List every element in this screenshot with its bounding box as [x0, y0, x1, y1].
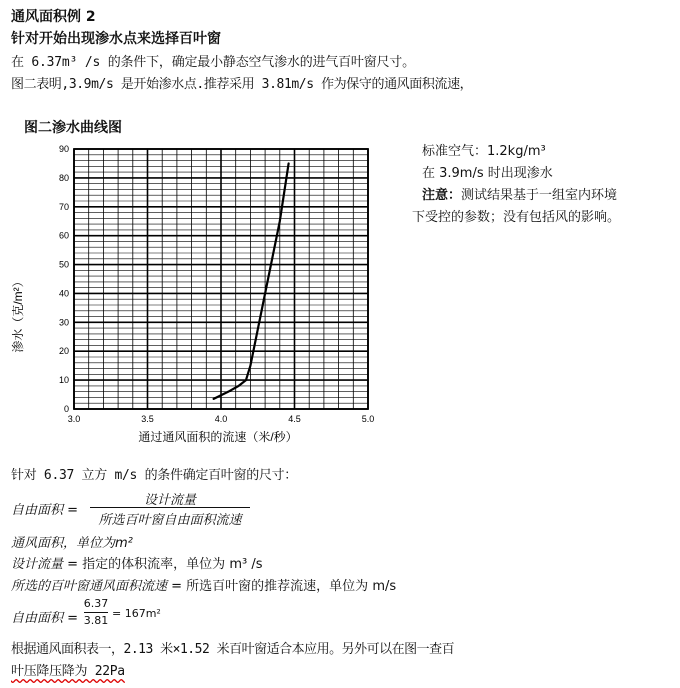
note-standard-air: 标准空气：1.2kg/m³: [422, 144, 546, 159]
formula-1-lhs: 自由面积 =: [11, 503, 79, 518]
y-tick-label: 80: [58, 172, 69, 183]
definition-velocity: [11, 575, 396, 594]
formula-1-numerator: 设计流量: [143, 493, 196, 508]
x-tick-label: 4.0: [214, 414, 228, 424]
definition-velocity-term: 所选的百叶窗通风面积流速: [11, 579, 168, 594]
note-leak-onset: 在 3.9m/s 时出现渗水: [422, 166, 553, 181]
figure-title: 图二渗水曲线图: [24, 120, 122, 136]
conclusion-line-2: 叶压降压降为 22Pa: [11, 664, 125, 679]
x-tick-label: 5.0: [361, 414, 375, 424]
formula-2-lhs: 自由面积 =: [11, 611, 79, 626]
x-tick-label: 3.5: [141, 414, 154, 424]
conclusion-line-1: 根据通风面积表一，2.13 米×1.52 米百叶窗适合本应用。另外可以在图一查百: [11, 642, 455, 657]
formula-1-fraction-bar: [90, 507, 250, 508]
y-tick-label: 60: [58, 230, 69, 241]
y-tick-label: 0: [63, 404, 69, 414]
intro-line-2: 图二表明,3.9m/s 是开始渗水点.推荐采用 3.81m/s 作为保守的通风面积流速，: [11, 77, 473, 92]
formula-1-denominator: 所选百叶窗自由面积流速: [98, 513, 242, 528]
sizing-intro: 针对 6.37 立方 m/s 的条件确定百叶窗的尺寸：: [11, 468, 297, 483]
note-paragraph: [422, 184, 617, 203]
y-tick-label: 90: [58, 144, 69, 154]
formula-2-result: = 167m²: [112, 607, 161, 620]
example-title: 通风面积例 2: [11, 9, 96, 25]
chart-y-axis-label: 渗水（克/m²）: [11, 275, 25, 353]
chart-grid: [74, 149, 368, 409]
note-label: 注意：: [422, 188, 462, 203]
x-tick-label: 4.5: [288, 414, 301, 424]
y-tick-label: 50: [58, 259, 69, 270]
y-tick-label: 30: [58, 317, 69, 328]
note-text-2: 下受控的参数；没有包括风的影响。: [412, 210, 621, 225]
chart-ticks: [59, 144, 374, 424]
formula-2-denominator: 3.81: [83, 614, 109, 627]
definition-free-area-text: 通风面积，单位为m²: [11, 536, 133, 551]
definition-design-flow-term: 设计流量: [11, 557, 64, 572]
leak-curve-chart: [0, 136, 400, 456]
leak-curve-line: [214, 163, 289, 398]
note-text-1: 测试结果基于一组室内环境: [461, 188, 618, 203]
definition-design-flow-desc: = 指定的体积流率，单位为 m³ /s: [67, 557, 263, 572]
formula-2-numerator: 6.37: [83, 597, 109, 610]
definition-free-area: [11, 532, 133, 551]
x-tick-label: 3.0: [67, 414, 81, 424]
example-subtitle: 针对开始出现渗水点来选择百叶窗: [11, 31, 221, 47]
y-tick-label: 20: [58, 346, 69, 357]
y-tick-label: 10: [58, 375, 69, 386]
y-tick-label: 40: [58, 288, 69, 299]
chart-x-axis-label: 通过通风面积的流速（米/秒）: [138, 430, 298, 444]
chart-series: [214, 163, 289, 398]
intro-line-1: 在 6.37m³ /s 的条件下，确定最小静态空气渗水的进气百叶窗尺寸。: [11, 55, 415, 70]
y-tick-label: 70: [58, 201, 69, 212]
definition-velocity-desc: = 所选百叶窗的推荐流速，单位为 m/s: [171, 579, 397, 594]
formula-2-fraction-bar: [84, 612, 108, 613]
definition-design-flow: [11, 553, 262, 572]
